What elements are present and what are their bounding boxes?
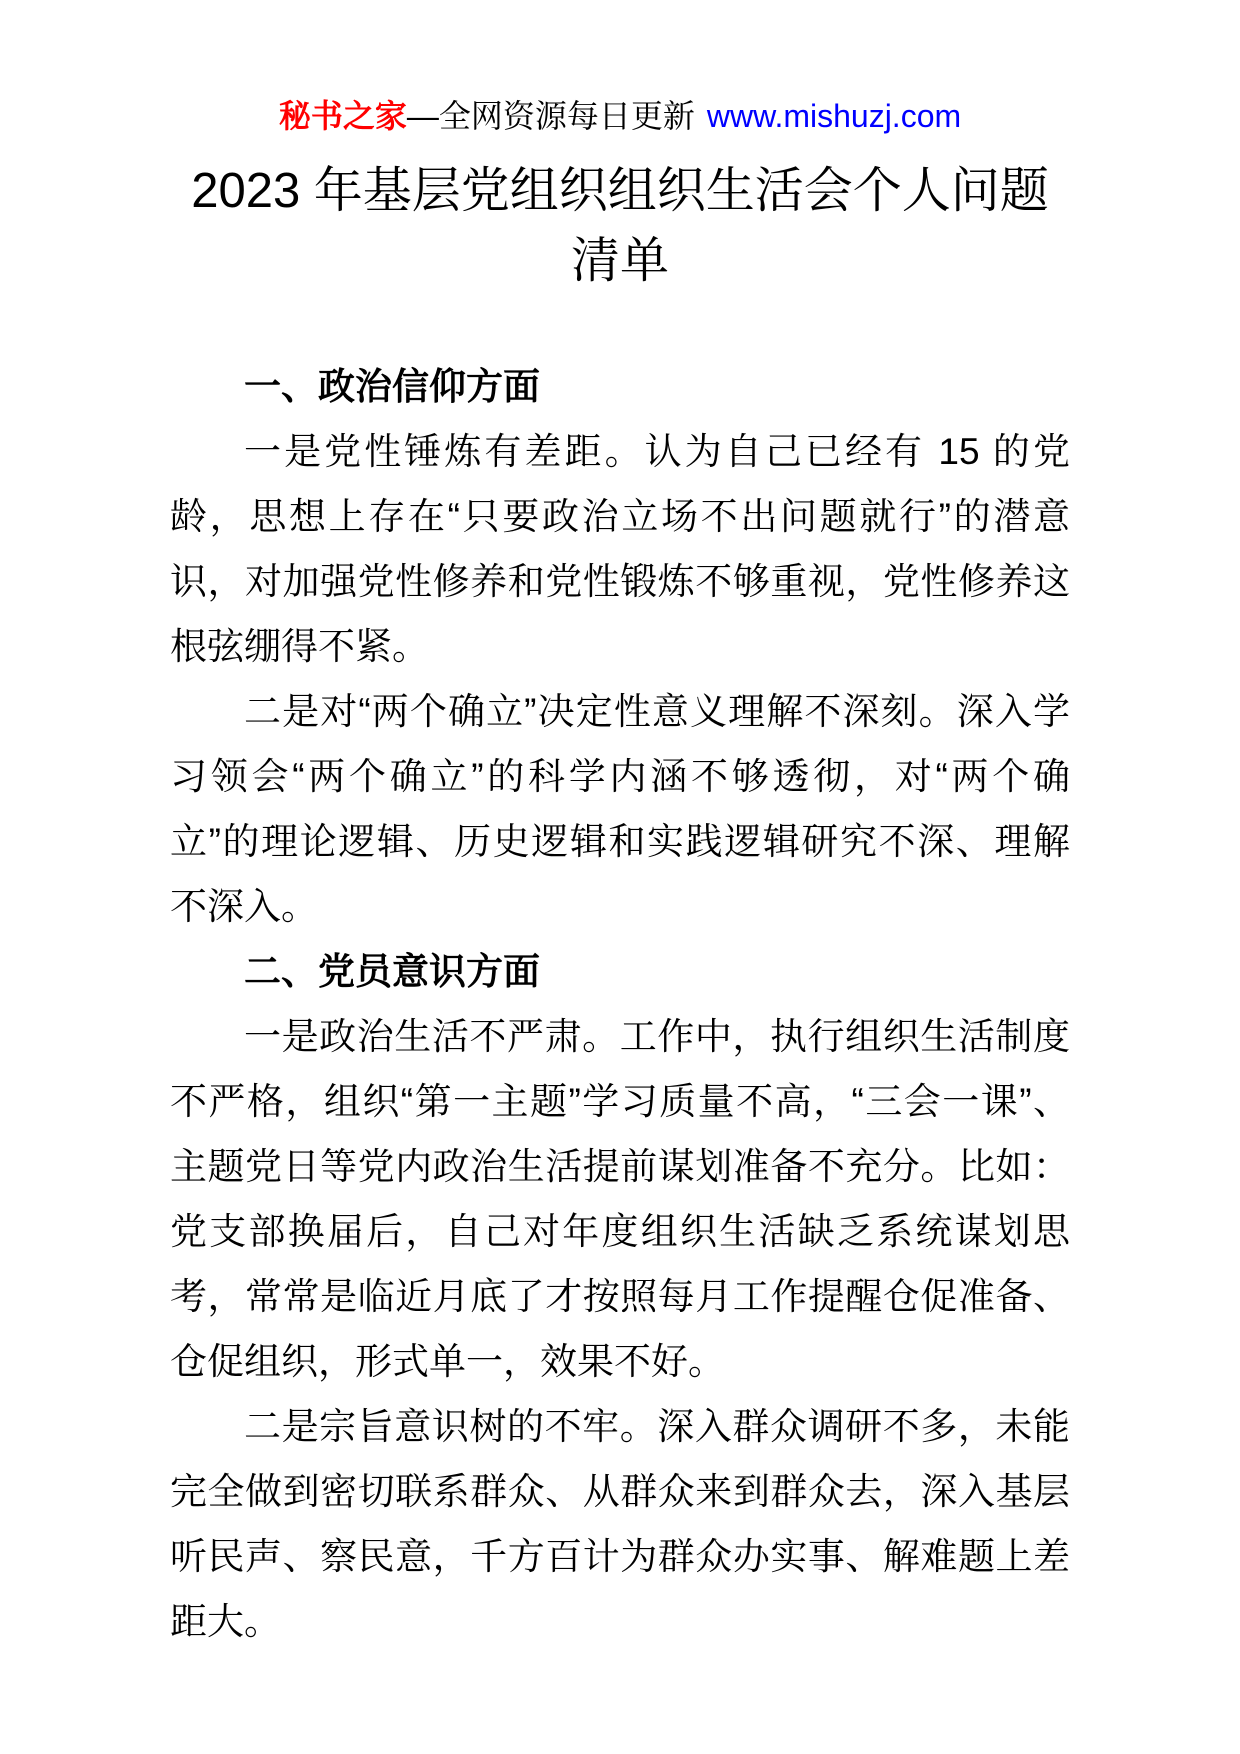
page-title-line2: 清单 — [570, 234, 669, 288]
paragraph-two-establishments: 二是对“两个确立”决定性意义理解不深刻。深入学习领会“两个确立”的科学内涵不够透彻，对“两个确立”的理论逻辑、历史逻辑和实践逻辑研究不深、理解不深入。 — [170, 691, 1070, 927]
site-header — [170, 96, 1070, 136]
page-title — [170, 156, 1070, 296]
paragraph-political-life: 一是政治生活不严肃。工作中，执行组织生活制度不严格，组织“第一主题”学习质量不高，“三会一课”、主题党日等党内政治生活提前谋划准备不充分。比如：党支部换届后，自己对年度组织生活缺乏系统谋划思考，常常是临近月底了才按照每月工作提醒仓促准备、仓促组织，形式单一，效果不好。 — [170, 1016, 1070, 1382]
site-tagline: 全网资源每日更新 — [438, 98, 695, 134]
header-separator: — — [406, 98, 439, 134]
paragraph-party-spirit: 一是党性锤炼有差距。认为自己已经有 15 的党龄，思想上存在“只要政治立场不出问题就行”的潜意识，对加强党性修养和党性锻炼不够重视，党性修养这根弦绷得不紧。 — [170, 431, 1070, 667]
section-heading-party-member-awareness: 二、党员意识方面 — [244, 951, 540, 992]
document-body — [170, 354, 1070, 1654]
site-url-link[interactable]: www.mishuzj.com — [706, 98, 962, 134]
page-title-line1: 2023 年基层党组织组织生活会个人问题 — [191, 164, 1049, 218]
site-brand: 秘书之家 — [278, 98, 407, 134]
section-heading-political-belief: 一、政治信仰方面 — [244, 366, 540, 407]
paragraph-purpose-awareness: 二是宗旨意识树的不牢。深入群众调研不多，未能完全做到密切联系群众、从群众来到群众去，深入基层听民声、察民意，千方百计为群众办实事、解难题上差距大。 — [170, 1406, 1070, 1642]
